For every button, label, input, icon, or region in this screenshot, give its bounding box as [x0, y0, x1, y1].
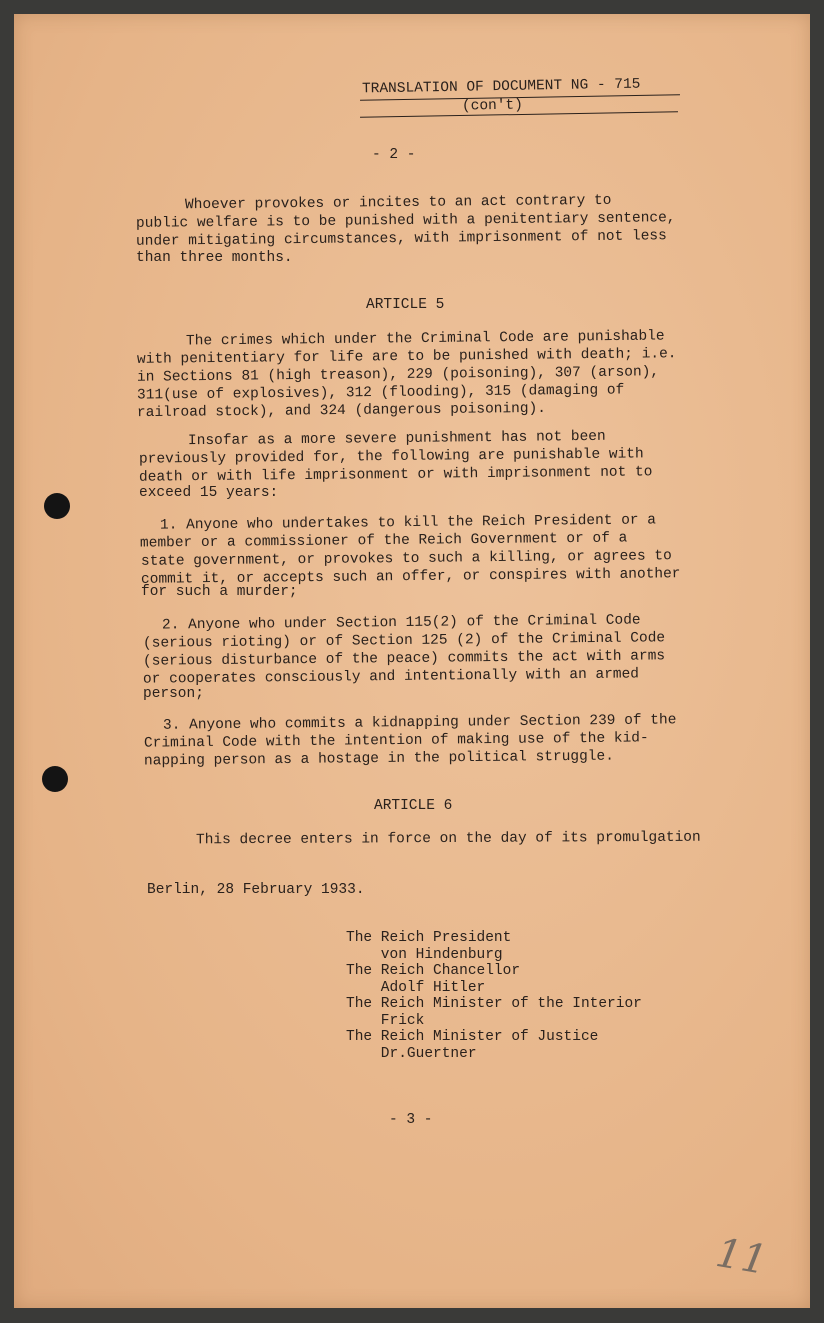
article-6-heading: ARTICLE 6 — [374, 798, 453, 814]
article-6-text: This decree enters in force on the day of its promulgation — [195, 829, 701, 849]
text-line: Insofar as a more severe punishment has not been — [187, 428, 606, 450]
punch-hole-lower — [42, 766, 68, 792]
text-line: (serious rioting) or of Section 125 (2) of the Criminal Code — [142, 630, 666, 652]
text-line: with penitentiary for life are to be punished with death; i.e. — [136, 346, 677, 368]
text-line: 2. Anyone who under Section 115(2) of the Criminal Code — [161, 612, 641, 634]
text-line: 1. Anyone who undertakes to kill the Reich President or a — [159, 512, 657, 534]
text-line: or cooperates consciously and intentionally with an armed — [142, 666, 640, 688]
signatory-name: Dr.Guertner — [346, 1046, 477, 1062]
page-number-bottom: - 3 - — [389, 1112, 433, 1128]
signatory-title: The Reich Minister of the Interior — [346, 996, 642, 1012]
text-line: 311(use of explosives), 312 (flooding), 315 (damaging of — [136, 382, 625, 404]
text-line: railroad stock), and 324 (dangerous poisoning). — [136, 400, 547, 422]
handwritten-mark: 11 — [712, 1229, 771, 1285]
text-line: previously provided for, the following are punishable with — [138, 446, 644, 468]
document-title: TRANSLATION OF DOCUMENT NG - 715 — [361, 76, 641, 98]
signatory-title: The Reich Chancellor — [346, 963, 521, 979]
text-line: death or with life imprisonment or with imprisonment not to — [138, 464, 653, 486]
signatory-name: Frick — [346, 1013, 425, 1029]
text-line: exceed 15 years: — [139, 485, 279, 501]
article-5-heading: ARTICLE 5 — [366, 297, 445, 313]
text-line: 3. Anyone who commits a kidnapping under Section 239 of the — [162, 712, 677, 734]
text-line: under mitigating circumstances, with imprisonment of not less — [135, 228, 667, 250]
signatory-title: The Reich Minister of Justice — [346, 1029, 599, 1045]
page-number-top: - 2 - — [372, 147, 416, 163]
text-line: than three months. — [136, 250, 293, 266]
text-line: Whoever provokes or incites to an act contrary to — [184, 192, 612, 214]
text-line: Criminal Code with the intention of making use of the kid- — [143, 730, 649, 752]
signatory-title: The Reich President — [346, 930, 512, 946]
signatory-name: Adolf Hitler — [346, 980, 486, 996]
text-line: member or a commissioner of the Reich Government or of a — [139, 530, 628, 552]
punch-hole-upper — [44, 493, 70, 519]
text-line: for such a murder; — [141, 584, 298, 600]
text-line: napping person as a hostage in the political struggle. — [143, 748, 614, 770]
signatory-name: von Hindenburg — [346, 947, 503, 963]
document-subtitle: (con't) — [461, 97, 524, 115]
text-line: person; — [143, 686, 204, 702]
text-line: (serious disturbance of the peace) commits the act with arms — [142, 648, 666, 670]
text-line: commit it, or accepts such an offer, or conspires with another — [140, 566, 681, 588]
text-line: The crimes which under the Criminal Code are punishable — [185, 328, 665, 350]
text-line: public welfare is to be punished with a penitentiary sentence, — [135, 210, 676, 232]
text-line: in Sections 81 (high treason), 229 (poisoning), 307 (arson), — [136, 364, 660, 386]
place-date: Berlin, 28 February 1933. — [147, 882, 365, 898]
text-line: state government, or provokes to such a killing, or agrees to — [140, 548, 672, 570]
